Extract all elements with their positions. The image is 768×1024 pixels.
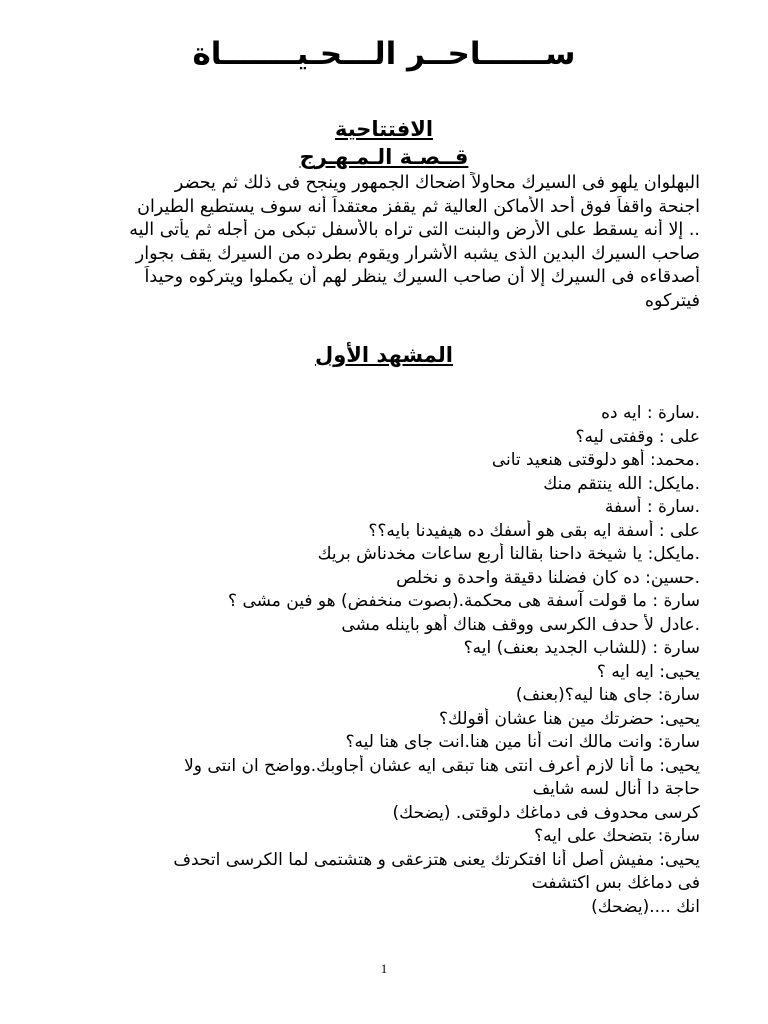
dialogue-line: .عادل لأ حدف الكرسى ووقف هناك أهو باينله مشى bbox=[341, 614, 700, 635]
dialogue-line: سارة: بتضحك على ايه؟ bbox=[534, 826, 700, 846]
intro-line: فيتركوه bbox=[644, 290, 700, 311]
scene-heading: المشهد الأول bbox=[315, 343, 453, 367]
intro-line: .. إلا أنه يسقط على الأرض والبنت التى تراه بالأسفل تبكى من أجله ثم يأتى اليه bbox=[129, 220, 700, 240]
page-number: 1 bbox=[380, 961, 388, 976]
circus-story-heading: قــصـة الـمـهـرج bbox=[299, 145, 469, 169]
dialogue-line: .حسين: ده كان فضلنا دقيقة واحدة و نخلص bbox=[396, 567, 700, 588]
dialogue-line: .سارة : ايه ده bbox=[601, 403, 700, 423]
opening-heading: الافتتاحية bbox=[334, 117, 434, 141]
dialogue-line: حاجة دا أنال لسه شايف bbox=[532, 779, 700, 799]
intro-line: اجنحة واقفاً فوق أحد الأماكن العالية ثم يقفز معتقداً أنه سوف يستطيع الطيران bbox=[137, 196, 700, 217]
intro-paragraph bbox=[62, 172, 700, 313]
intro-line: أصدقاءه فى السيرك إلا أن صاحب السيرك ينظر لهم أن يكملوا ويتركوه وحيداً bbox=[144, 267, 700, 287]
dialogue-line: كرسى محدوف فى دماغك دلوقتى. (يضحك) bbox=[392, 802, 700, 823]
dialogue-line: يحيى: حضرتك مين هنا عشان أقولك؟ bbox=[438, 708, 700, 729]
dialogue-line: فى دماغك بس اكتشفت bbox=[531, 873, 700, 893]
dialogue-line: يحيى: ما أنا لازم أعرف انتى هنا تبقى ايه عشان أجاوبك.وواضح ان انتى ولا bbox=[184, 755, 700, 776]
dialogue-line: انك ....(يضحك) bbox=[591, 896, 700, 917]
dialogue-line: على : وقفتى ليه؟ bbox=[575, 426, 700, 447]
dialogue-line: يحيى: ايه ايه ؟ bbox=[596, 661, 700, 682]
dialogue-line: سارة: جاى هنا ليه؟(بعنف) bbox=[515, 685, 700, 705]
document-title: ســــــاحــر الـــحـيـــــــاة bbox=[192, 36, 576, 72]
dialogue-block bbox=[90, 402, 700, 919]
dialogue-line: سارة : ما قولت آسفة هى محكمة.(بصوت منخفض) هو فين مشى ؟ bbox=[228, 591, 700, 611]
dialogue-line: .مايكل: يا شيخة داحنا بقالنا أربع ساعات مخدناش بريك bbox=[317, 544, 700, 564]
dialogue-line: سارة : (للشاب الجديد بعنف) ايه؟ bbox=[463, 638, 700, 658]
dialogue-line: .محمد: أهو دلوقتى هنعيد تانى bbox=[491, 450, 700, 470]
intro-line: البهلوان يلهو فى السيرك محاولاً اضحاك الجمهور وينجح فى ذلك ثم يحضر bbox=[174, 173, 700, 193]
dialogue-line: يحيى: مفيش أصل أنا افتكرتك يعنى هتزعقى و هتشتمى لما الكرسى اتحدف bbox=[173, 849, 700, 870]
dialogue-line: .مايكل: الله ينتقم منك bbox=[543, 473, 700, 494]
dialogue-line: .سارة : أسفة bbox=[604, 497, 700, 517]
dialogue-line: سارة: وانت مالك انت أنا مين هنا.انت جاى هنا ليه؟ bbox=[345, 732, 700, 752]
intro-line: صاحب السيرك البدين الذى يشبه الأشرار ويقوم بطرده من السيرك يقف بجوار bbox=[135, 243, 700, 264]
dialogue-line: على : أسفة ايه بقى هو أسفك ده هيفيدنا بايه؟؟ bbox=[368, 520, 700, 541]
